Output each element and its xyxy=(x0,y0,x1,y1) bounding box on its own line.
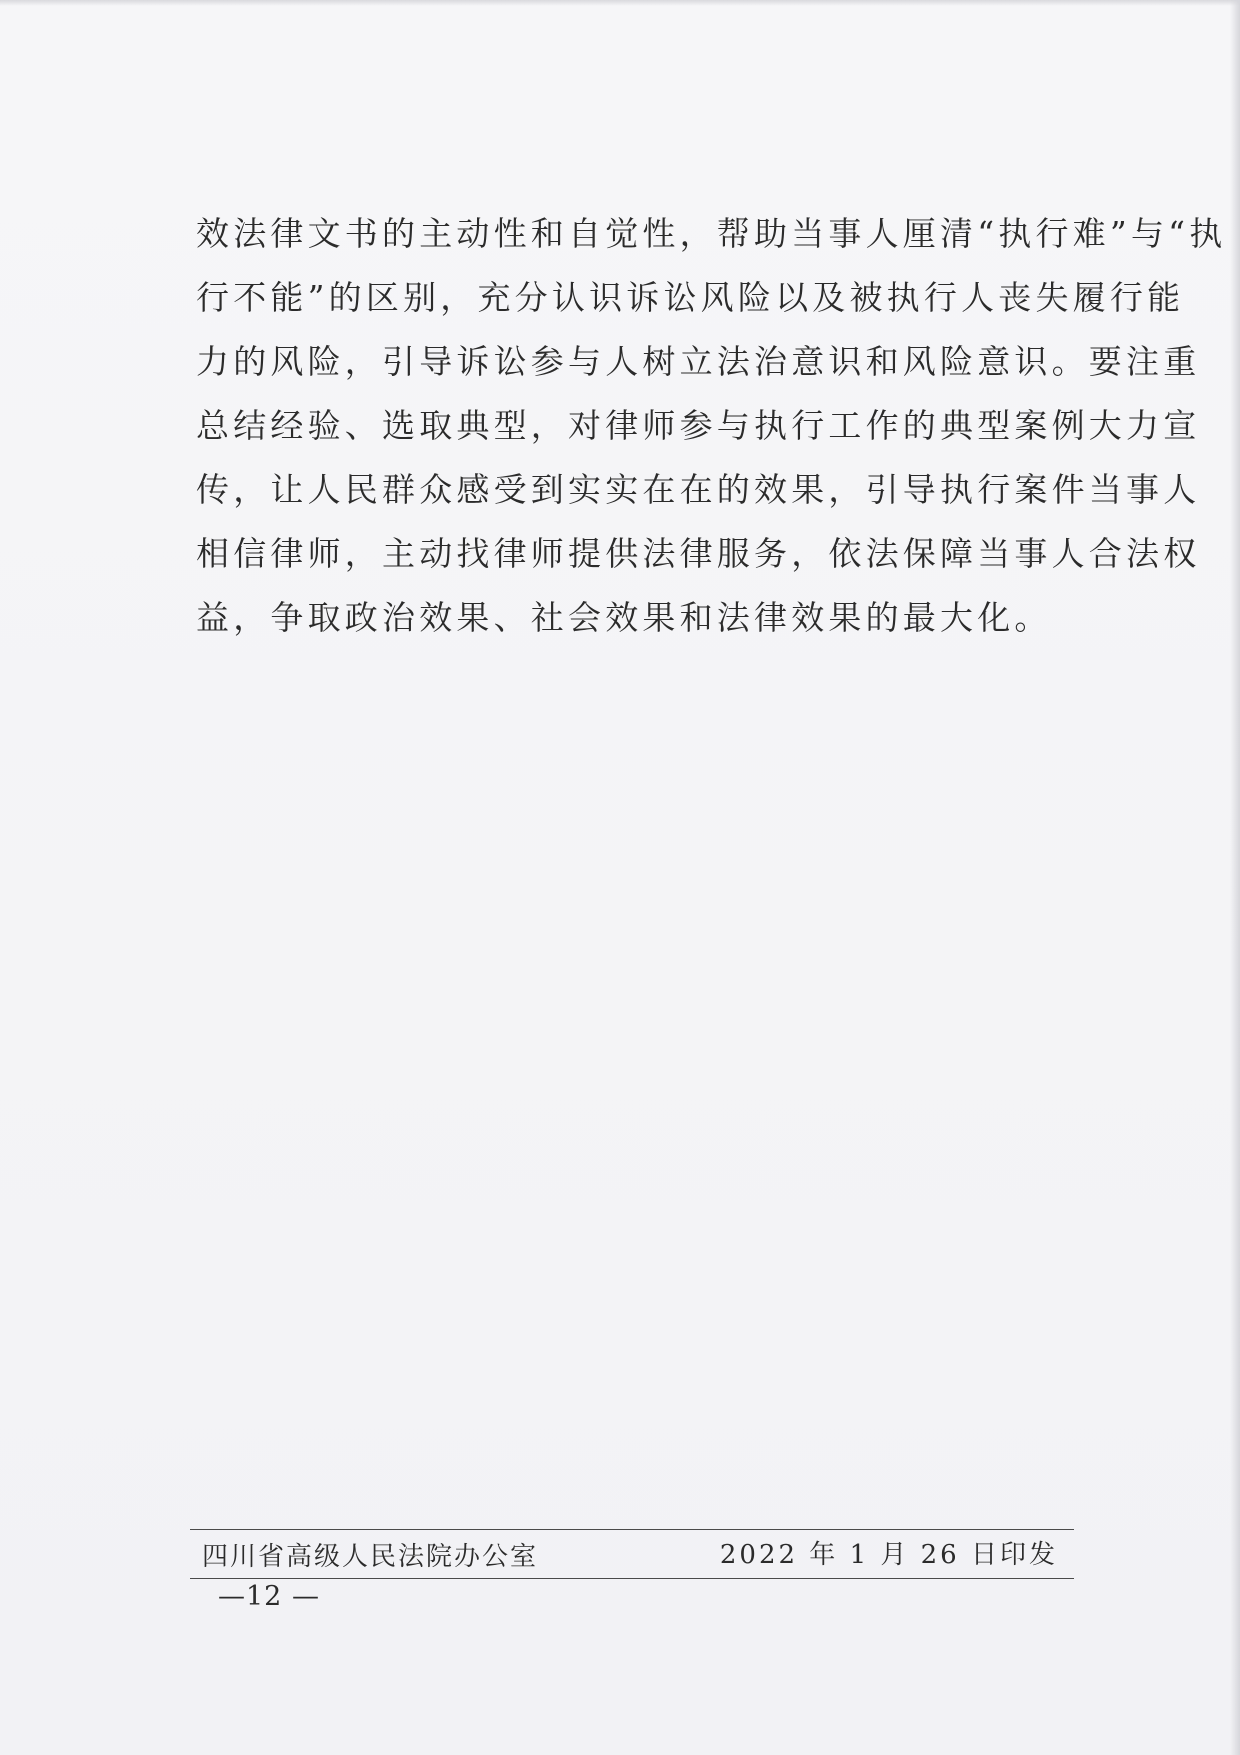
body-line-2: 行不能”的区别，充分认识诉讼风险以及被执行人丧失履行能 xyxy=(196,278,1185,317)
issue-date: 2022 年 1 月 26 日印发 xyxy=(719,1540,1058,1570)
body-paragraph xyxy=(196,202,1227,650)
body-line-4: 总结经验、选取典型，对律师参与执行工作的典型案例大力宣 xyxy=(196,406,1201,445)
scan-edge-right xyxy=(1230,0,1240,1755)
body-line-7: 益，争取政治效果、社会效果和法律效果的最大化。 xyxy=(196,598,1052,637)
body-line-6: 相信律师，主动找律师提供法律服务，依法保障当事人合法权 xyxy=(196,534,1201,573)
body-line-5: 传，让人民群众感受到实实在在的效果，引导执行案件当事人 xyxy=(196,470,1201,509)
footer-top-rule xyxy=(190,1529,1074,1530)
issuing-office: 四川省高级人民法院办公室 xyxy=(202,1542,539,1572)
footer-bottom-rule xyxy=(190,1578,1074,1579)
page-number: —12 — xyxy=(218,1581,320,1612)
scan-edge-top xyxy=(0,0,1240,6)
body-line-3: 力的风险，引导诉讼参与人树立法治意识和风险意识。要注重 xyxy=(196,342,1201,381)
body-line-1: 效法律文书的主动性和自觉性，帮助当事人厘清“执行难”与“执 xyxy=(196,214,1227,253)
